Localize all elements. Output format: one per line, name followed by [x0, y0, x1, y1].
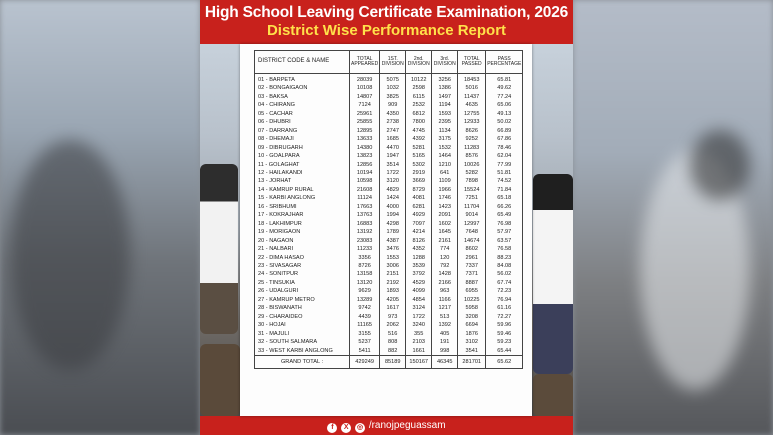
table-row [255, 347, 523, 356]
value-cell: 59.46 [486, 330, 523, 338]
table-row [255, 262, 523, 270]
value-cell: 882 [380, 347, 406, 356]
table-row [255, 338, 523, 346]
value-cell: 1722 [380, 169, 406, 177]
value-cell: 1423 [432, 203, 458, 211]
district-name-cell: 30 - HOJAI [255, 321, 350, 329]
table-row [255, 118, 523, 126]
value-cell: 76.94 [486, 296, 523, 304]
table-row [255, 270, 523, 278]
table-row [255, 93, 523, 101]
value-cell: 12856 [350, 161, 380, 169]
table-row [255, 245, 523, 253]
report-poster [200, 0, 573, 435]
value-cell: 3102 [458, 338, 486, 346]
district-name-cell: 14 - KAMRUP RURAL [255, 186, 350, 194]
value-cell: 963 [432, 287, 458, 295]
value-cell: 4439 [350, 313, 380, 321]
value-cell: 11165 [350, 321, 380, 329]
value-cell: 1386 [432, 84, 458, 92]
value-cell: 3208 [458, 313, 486, 321]
value-cell: 66.89 [486, 127, 523, 135]
value-cell: 7898 [458, 177, 486, 185]
value-cell: 18453 [458, 74, 486, 85]
value-cell: 15524 [458, 186, 486, 194]
district-name-cell: 27 - KAMRUP METRO [255, 296, 350, 304]
value-cell: 1602 [432, 220, 458, 228]
value-cell: 3175 [432, 135, 458, 143]
district-name-cell: 33 - WEST KARBI ANGLONG [255, 347, 350, 356]
grand-total-value: 65.62 [486, 355, 523, 368]
value-cell: 2151 [380, 270, 406, 278]
table-row [255, 127, 523, 135]
value-cell: 6281 [406, 203, 432, 211]
instagram-icon: ◎ [356, 424, 364, 431]
table-row [255, 169, 523, 177]
value-cell: 4205 [380, 296, 406, 304]
district-name-cell: 23 - SIVASAGAR [255, 262, 350, 270]
value-cell: 2062 [380, 321, 406, 329]
value-cell: 13120 [350, 279, 380, 287]
value-cell: 59.96 [486, 321, 523, 329]
value-cell: 7337 [458, 262, 486, 270]
value-cell: 4387 [380, 237, 406, 245]
value-cell: 808 [380, 338, 406, 346]
district-name-cell: 24 - SONITPUR [255, 270, 350, 278]
value-cell: 1497 [432, 93, 458, 101]
district-name-cell: 21 - NALBARI [255, 245, 350, 253]
column-header-total-passed: TOTAL PASSED [458, 51, 486, 74]
table-row [255, 186, 523, 194]
table-row [255, 101, 523, 109]
value-cell: 2103 [406, 338, 432, 346]
value-cell: 5281 [406, 144, 432, 152]
district-name-cell: 03 - BAKSA [255, 93, 350, 101]
value-cell: 2532 [406, 101, 432, 109]
value-cell: 63.57 [486, 237, 523, 245]
value-cell: 84.08 [486, 262, 523, 270]
table-row [255, 279, 523, 287]
value-cell: 641 [432, 169, 458, 177]
district-name-cell: 11 - GOLAGHAT [255, 161, 350, 169]
value-cell: 74.52 [486, 177, 523, 185]
table-row [255, 110, 523, 118]
value-cell: 3476 [380, 245, 406, 253]
table-row [255, 287, 523, 295]
value-cell: 774 [432, 245, 458, 253]
table-row [255, 161, 523, 169]
grand-total-row [255, 355, 523, 368]
value-cell: 4099 [406, 287, 432, 295]
desk-right [533, 374, 573, 416]
table-row [255, 135, 523, 143]
value-cell: 2192 [380, 279, 406, 287]
value-cell: 513 [432, 313, 458, 321]
table-row [255, 296, 523, 304]
value-cell: 3825 [380, 93, 406, 101]
district-name-cell: 06 - DHUBRI [255, 118, 350, 126]
value-cell: 1428 [432, 270, 458, 278]
value-cell: 57.97 [486, 228, 523, 236]
table-row [255, 220, 523, 228]
table-header-row [255, 51, 523, 74]
value-cell: 1789 [380, 228, 406, 236]
value-cell: 191 [432, 338, 458, 346]
value-cell: 3514 [380, 161, 406, 169]
value-cell: 1424 [380, 194, 406, 202]
value-cell: 8887 [458, 279, 486, 287]
x-icon: X [341, 423, 351, 433]
student-left-figure [200, 164, 238, 334]
table-row [255, 228, 523, 236]
district-name-cell: 04 - CHIRANG [255, 101, 350, 109]
value-cell: 6955 [458, 287, 486, 295]
district-name-cell: 13 - JORHAT [255, 177, 350, 185]
value-cell: 3669 [406, 177, 432, 185]
value-cell: 3356 [350, 254, 380, 262]
value-cell: 12755 [458, 110, 486, 118]
value-cell: 4298 [380, 220, 406, 228]
value-cell: 23083 [350, 237, 380, 245]
value-cell: 11704 [458, 203, 486, 211]
table-row [255, 74, 523, 85]
value-cell: 7251 [458, 194, 486, 202]
value-cell: 8626 [458, 127, 486, 135]
table-row [255, 152, 523, 160]
district-name-cell: 32 - SOUTH SALMARA [255, 338, 350, 346]
social-handle: /ranojpeguassam [368, 420, 446, 431]
value-cell: 59.23 [486, 338, 523, 346]
value-cell: 2747 [380, 127, 406, 135]
value-cell: 49.13 [486, 110, 523, 118]
value-cell: 9629 [350, 287, 380, 295]
district-name-cell: 10 - GOALPARA [255, 152, 350, 160]
value-cell: 1392 [432, 321, 458, 329]
table-row [255, 203, 523, 211]
value-cell: 51.81 [486, 169, 523, 177]
value-cell: 909 [380, 101, 406, 109]
table-row [255, 177, 523, 185]
value-cell: 2395 [432, 118, 458, 126]
value-cell: 65.49 [486, 211, 523, 219]
value-cell: 11233 [350, 245, 380, 253]
value-cell: 1217 [432, 304, 458, 312]
district-name-cell: 12 - HAILAKANDI [255, 169, 350, 177]
district-name-cell: 20 - NAGAON [255, 237, 350, 245]
value-cell: 7124 [350, 101, 380, 109]
value-cell: 3124 [406, 304, 432, 312]
district-results-table [254, 50, 523, 369]
value-cell: 1893 [380, 287, 406, 295]
value-cell: 3155 [350, 330, 380, 338]
value-cell: 8126 [406, 237, 432, 245]
value-cell: 66.26 [486, 203, 523, 211]
column-header-district: DISTRICT CODE & NAME [255, 51, 350, 74]
value-cell: 12895 [350, 127, 380, 135]
column-header-second-division: 2nd. DIVISION [406, 51, 432, 74]
district-name-cell: 26 - UDALGURI [255, 287, 350, 295]
social-footer [200, 417, 573, 435]
value-cell: 13763 [350, 211, 380, 219]
value-cell: 2091 [432, 211, 458, 219]
value-cell: 50.02 [486, 118, 523, 126]
facebook-icon: f [327, 423, 337, 433]
table-row [255, 211, 523, 219]
value-cell: 6812 [406, 110, 432, 118]
value-cell: 11437 [458, 93, 486, 101]
value-cell: 4214 [406, 228, 432, 236]
value-cell: 4635 [458, 101, 486, 109]
value-cell: 72.23 [486, 287, 523, 295]
value-cell: 4929 [406, 211, 432, 219]
table-row [255, 237, 523, 245]
value-cell: 1109 [432, 177, 458, 185]
value-cell: 3541 [458, 347, 486, 356]
district-name-cell: 08 - DHEMAJI [255, 135, 350, 143]
value-cell: 516 [380, 330, 406, 338]
value-cell: 4529 [406, 279, 432, 287]
value-cell: 10598 [350, 177, 380, 185]
value-cell: 10122 [406, 74, 432, 85]
value-cell: 5075 [380, 74, 406, 85]
poster-subtitle: District Wise Performance Report [266, 22, 507, 39]
value-cell: 21608 [350, 186, 380, 194]
value-cell: 4081 [406, 194, 432, 202]
value-cell: 10026 [458, 161, 486, 169]
district-name-cell: 25 - TINSUKIA [255, 279, 350, 287]
value-cell: 12997 [458, 220, 486, 228]
value-cell: 13633 [350, 135, 380, 143]
table-row [255, 194, 523, 202]
value-cell: 13823 [350, 152, 380, 160]
value-cell: 67.74 [486, 279, 523, 287]
value-cell: 6115 [406, 93, 432, 101]
value-cell: 2161 [432, 237, 458, 245]
value-cell: 1746 [432, 194, 458, 202]
grand-total-value: 281701 [458, 355, 486, 368]
poster-title: High School Leaving Certificate Examination, 2026 [204, 4, 569, 21]
value-cell: 1876 [458, 330, 486, 338]
value-cell: 4854 [406, 296, 432, 304]
table-row [255, 313, 523, 321]
grand-total-value: 429249 [350, 355, 380, 368]
district-name-cell: 15 - KARBI ANGLONG [255, 194, 350, 202]
district-name-cell: 16 - SRIBHUMI [255, 203, 350, 211]
value-cell: 65.18 [486, 194, 523, 202]
value-cell: 12933 [458, 118, 486, 126]
value-cell: 998 [432, 347, 458, 356]
district-name-cell: 07 - DARRANG [255, 127, 350, 135]
value-cell: 14807 [350, 93, 380, 101]
background-student-left [10, 140, 130, 370]
value-cell: 56.02 [486, 270, 523, 278]
value-cell: 4829 [380, 186, 406, 194]
column-header-total-appeared: TOTAL APPEARED [350, 51, 380, 74]
district-name-cell: 22 - DIMA HASAO [255, 254, 350, 262]
district-name-cell: 05 - CACHAR [255, 110, 350, 118]
grand-total-value: 46345 [432, 355, 458, 368]
column-header-third-division: 3rd. DIVISION [432, 51, 458, 74]
desk-left [200, 344, 240, 416]
value-cell: 14674 [458, 237, 486, 245]
value-cell: 1532 [432, 144, 458, 152]
value-cell: 1288 [406, 254, 432, 262]
value-cell: 1464 [432, 152, 458, 160]
value-cell: 8726 [350, 262, 380, 270]
value-cell: 3539 [406, 262, 432, 270]
value-cell: 7648 [458, 228, 486, 236]
value-cell: 5237 [350, 338, 380, 346]
value-cell: 3256 [432, 74, 458, 85]
table-row [255, 254, 523, 262]
value-cell: 10225 [458, 296, 486, 304]
value-cell: 1994 [380, 211, 406, 219]
value-cell: 13158 [350, 270, 380, 278]
value-cell: 65.81 [486, 74, 523, 85]
value-cell: 11124 [350, 194, 380, 202]
value-cell: 5302 [406, 161, 432, 169]
background-head-right [690, 130, 750, 200]
value-cell: 1685 [380, 135, 406, 143]
value-cell: 792 [432, 262, 458, 270]
value-cell: 5016 [458, 84, 486, 92]
value-cell: 1553 [380, 254, 406, 262]
value-cell: 72.27 [486, 313, 523, 321]
value-cell: 76.58 [486, 245, 523, 253]
value-cell: 1617 [380, 304, 406, 312]
district-name-cell: 02 - BONGAIGAON [255, 84, 350, 92]
value-cell: 4000 [380, 203, 406, 211]
value-cell: 1661 [406, 347, 432, 356]
district-name-cell: 19 - MORIGAON [255, 228, 350, 236]
district-name-cell: 17 - KOKRAJHAR [255, 211, 350, 219]
value-cell: 8576 [458, 152, 486, 160]
value-cell: 1032 [380, 84, 406, 92]
district-name-cell: 31 - MAJULI [255, 330, 350, 338]
grand-total-value: 150167 [406, 355, 432, 368]
value-cell: 3120 [380, 177, 406, 185]
column-header-pass-percentage: PASS PERCENTAGE [486, 51, 523, 74]
column-header-first-division: 1ST. DIVISION [380, 51, 406, 74]
value-cell: 120 [432, 254, 458, 262]
value-cell: 5282 [458, 169, 486, 177]
value-cell: 9252 [458, 135, 486, 143]
value-cell: 67.86 [486, 135, 523, 143]
value-cell: 1722 [406, 313, 432, 321]
table-row [255, 304, 523, 312]
value-cell: 2166 [432, 279, 458, 287]
value-cell: 8602 [458, 245, 486, 253]
value-cell: 2961 [458, 254, 486, 262]
value-cell: 3006 [380, 262, 406, 270]
value-cell: 1593 [432, 110, 458, 118]
value-cell: 2598 [406, 84, 432, 92]
value-cell: 13289 [350, 296, 380, 304]
value-cell: 65.44 [486, 347, 523, 356]
value-cell: 405 [432, 330, 458, 338]
value-cell: 7371 [458, 270, 486, 278]
value-cell: 14380 [350, 144, 380, 152]
value-cell: 77.99 [486, 161, 523, 169]
value-cell: 5165 [406, 152, 432, 160]
value-cell: 1166 [432, 296, 458, 304]
table-row [255, 330, 523, 338]
value-cell: 16883 [350, 220, 380, 228]
district-name-cell: 29 - CHARAIDEO [255, 313, 350, 321]
value-cell: 71.84 [486, 186, 523, 194]
value-cell: 4350 [380, 110, 406, 118]
value-cell: 25855 [350, 118, 380, 126]
value-cell: 1194 [432, 101, 458, 109]
table-row [255, 321, 523, 329]
value-cell: 1966 [432, 186, 458, 194]
value-cell: 7800 [406, 118, 432, 126]
value-cell: 76.98 [486, 220, 523, 228]
value-cell: 9742 [350, 304, 380, 312]
value-cell: 355 [406, 330, 432, 338]
value-cell: 5411 [350, 347, 380, 356]
district-name-cell: 09 - DIBRUGARH [255, 144, 350, 152]
results-sheet [240, 44, 532, 416]
value-cell: 2919 [406, 169, 432, 177]
value-cell: 1947 [380, 152, 406, 160]
value-cell: 17663 [350, 203, 380, 211]
value-cell: 973 [380, 313, 406, 321]
value-cell: 77.24 [486, 93, 523, 101]
value-cell: 11283 [458, 144, 486, 152]
grand-total-value: 85189 [380, 355, 406, 368]
value-cell: 4352 [406, 245, 432, 253]
value-cell: 4392 [406, 135, 432, 143]
table-row [255, 84, 523, 92]
value-cell: 6694 [458, 321, 486, 329]
value-cell: 2738 [380, 118, 406, 126]
district-name-cell: 18 - LAKHIMPUR [255, 220, 350, 228]
value-cell: 10108 [350, 84, 380, 92]
value-cell: 1645 [432, 228, 458, 236]
value-cell: 8729 [406, 186, 432, 194]
student-right-figure [533, 174, 573, 374]
grand-total-label: GRAND TOTAL : [255, 355, 350, 368]
value-cell: 4470 [380, 144, 406, 152]
value-cell: 7097 [406, 220, 432, 228]
value-cell: 1210 [432, 161, 458, 169]
value-cell: 62.04 [486, 152, 523, 160]
value-cell: 49.62 [486, 84, 523, 92]
value-cell: 65.06 [486, 101, 523, 109]
value-cell: 3240 [406, 321, 432, 329]
value-cell: 10194 [350, 169, 380, 177]
district-name-cell: 28 - BISWANATH [255, 304, 350, 312]
value-cell: 13192 [350, 228, 380, 236]
value-cell: 28039 [350, 74, 380, 85]
value-cell: 3792 [406, 270, 432, 278]
value-cell: 9014 [458, 211, 486, 219]
table-row [255, 144, 523, 152]
value-cell: 25961 [350, 110, 380, 118]
value-cell: 88.23 [486, 254, 523, 262]
value-cell: 78.46 [486, 144, 523, 152]
value-cell: 5958 [458, 304, 486, 312]
value-cell: 4745 [406, 127, 432, 135]
value-cell: 61.16 [486, 304, 523, 312]
value-cell: 1134 [432, 127, 458, 135]
district-name-cell: 01 - BARPETA [255, 74, 350, 85]
